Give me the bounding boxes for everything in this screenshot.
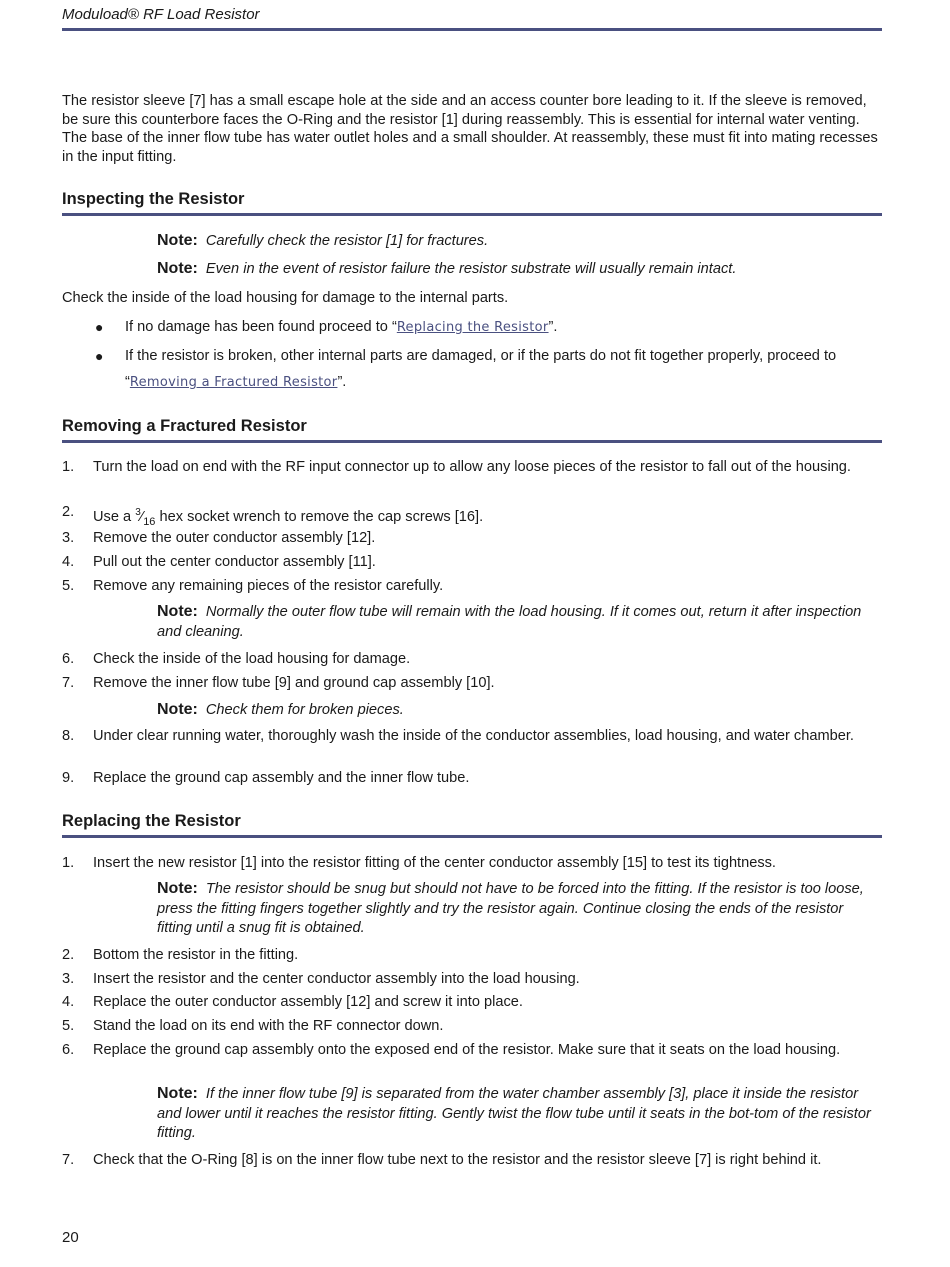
step-number: 1. <box>62 459 75 475</box>
note-text: Normally the outer flow tube will remain with the load housing. If it comes out, return it after inspection and cleaning. <box>157 604 862 640</box>
step-text: Replace the ground cap assembly and the inner flow tube. <box>93 770 470 786</box>
bullet-text: ”. <box>337 374 347 390</box>
step-text: Replace the ground cap assembly onto the exposed end of the resistor. Make sure that it seats on the load housing. <box>93 1042 841 1058</box>
step-item <box>62 1041 882 1060</box>
bullet-item <box>95 315 882 340</box>
step-item <box>62 970 882 989</box>
note-text: Even in the event of resistor failure the resistor substrate will usually remain intact. <box>205 261 737 277</box>
step-text: Replace the outer conductor assembly [12] and screw it into place. <box>93 994 523 1010</box>
bullet-text: If the resistor is broken, other internal parts are damaged, or if the parts do not fit together properly, proceed to “ <box>125 348 837 390</box>
step-item <box>62 727 882 746</box>
note-text: The resistor should be snug but should not have to be forced into the fitting. If the resistor is too loose, press the fitting fingers together slightly and try the resistor again. Continue closing the ends of the resistor fitting until a snug fit is obtained. <box>157 881 864 936</box>
step-item <box>62 854 882 873</box>
note-text: If the inner flow tube [9] is separated from the water chamber assembly [3], place it inside the resistor and lower until it reaches the resistor fitting. Gently twist the flow tube until it seats in the bot-tom of the resistor fitting. <box>157 1086 871 1141</box>
step-number: 6. <box>62 651 75 667</box>
step-text: Turn the load on end with the RF input connector up to allow any loose pieces of the resistor to fall out of the housing. <box>93 459 851 475</box>
step-item <box>62 1017 882 1036</box>
step-text: Stand the load on its end with the RF connector down. <box>93 1018 444 1034</box>
step-item <box>62 946 882 965</box>
step-text: Insert the new resistor [1] into the resistor fitting of the center conductor assembly [15] to test its tightness. <box>93 855 776 871</box>
link-replacing-the-resistor[interactable]: Replacing the Resistor <box>396 320 549 335</box>
bullet-icon: ● <box>95 319 104 335</box>
step-number: 4. <box>62 554 75 570</box>
body-text: Check the inside of the load housing for damage to the internal parts. <box>62 290 509 306</box>
step-item <box>62 577 882 596</box>
step-text: Remove the outer conductor assembly [12]. <box>93 530 376 546</box>
note <box>157 700 882 721</box>
step-text: Use a <box>93 508 136 525</box>
fraction: $^3⁄_{16}$ <box>135 507 156 528</box>
note <box>157 259 882 280</box>
bullet-text: If no damage has been found proceed to “ <box>125 319 397 335</box>
step-text: Check that the O-Ring [8] is on the inner flow tube next to the resistor and the resistor sleeve [7] is right behind it. <box>93 1152 822 1168</box>
header-rule <box>62 28 882 31</box>
section-heading-replacing: Replacing the Resistor <box>62 812 241 830</box>
fraction-numerator: 3 <box>135 507 141 518</box>
note <box>157 879 882 939</box>
step-text: Pull out the center conductor assembly [11]. <box>93 554 376 570</box>
note-label: Note: <box>157 880 198 897</box>
step-text: Check the inside of the load housing for damage. <box>93 651 411 667</box>
step-number: 1. <box>62 855 75 871</box>
step-text: Under clear running water, thoroughly wash the inside of the conductor assemblies, load housing, and water chamber. <box>93 728 854 744</box>
step-number: 4. <box>62 994 75 1010</box>
note <box>157 1084 882 1144</box>
running-header: Moduload® RF Load Resistor <box>62 6 260 23</box>
step-number: 6. <box>62 1042 75 1058</box>
step-number: 2. <box>62 504 75 520</box>
step-number: 5. <box>62 578 75 594</box>
note-text: Carefully check the resistor [1] for fractures. <box>205 233 489 249</box>
step-text: Bottom the resistor in the fitting. <box>93 947 299 963</box>
step-number: 3. <box>62 530 75 546</box>
step-text: hex socket wrench to remove the cap screws [16]. <box>155 508 484 525</box>
note-text: Check them for broken pieces. <box>205 702 404 718</box>
intro-paragraph: The resistor sleeve [7] has a small escape hole at the side and an access counter bore leading to it. If the sleeve is removed, be sure this counterbore faces the O-Ring and the resistor [1] during reassembly. This is essential for internal water venting. The base of the inner flow tube has water outlet holes and a small shoulder. At reassembly, these must fit into mating recesses in the input fitting. <box>62 93 878 165</box>
bullet-icon: ● <box>95 348 104 364</box>
step-item <box>62 1151 882 1170</box>
section-rule <box>62 440 882 443</box>
note <box>157 602 882 642</box>
fraction-denominator: 16 <box>143 515 156 528</box>
section-rule <box>62 835 882 838</box>
step-number: 9. <box>62 770 75 786</box>
note-label: Note: <box>157 232 198 249</box>
step-item <box>62 553 882 572</box>
page-number: 20 <box>62 1229 79 1246</box>
bullet-text: ”. <box>548 319 558 335</box>
step-text: Insert the resistor and the center conductor assembly into the load housing. <box>93 971 580 987</box>
section-rule <box>62 213 882 216</box>
note-label: Note: <box>157 701 198 718</box>
note-label: Note: <box>157 603 198 620</box>
step-item <box>62 993 882 1012</box>
step-item <box>62 529 882 548</box>
step-text: Remove any remaining pieces of the resistor carefully. <box>93 578 444 594</box>
note <box>157 231 882 252</box>
step-number: 3. <box>62 971 75 987</box>
step-number: 5. <box>62 1018 75 1034</box>
note-label: Note: <box>157 260 198 277</box>
step-text: Remove the inner flow tube [9] and ground cap assembly [10]. <box>93 675 495 691</box>
step-item <box>62 503 882 532</box>
section-heading-removing: Removing a Fractured Resistor <box>62 417 307 435</box>
note-label: Note: <box>157 1085 198 1102</box>
step-item <box>62 650 882 669</box>
section-heading-inspecting: Inspecting the Resistor <box>62 190 245 208</box>
bullet-item <box>95 343 882 396</box>
step-number: 2. <box>62 947 75 963</box>
step-number: 7. <box>62 1152 75 1168</box>
step-item <box>62 674 882 693</box>
link-removing-a-fractured-resistor[interactable]: Removing a Fractured Resistor <box>129 375 338 390</box>
step-number: 8. <box>62 728 75 744</box>
step-number: 7. <box>62 675 75 691</box>
step-item <box>62 458 882 477</box>
step-item <box>62 769 882 788</box>
